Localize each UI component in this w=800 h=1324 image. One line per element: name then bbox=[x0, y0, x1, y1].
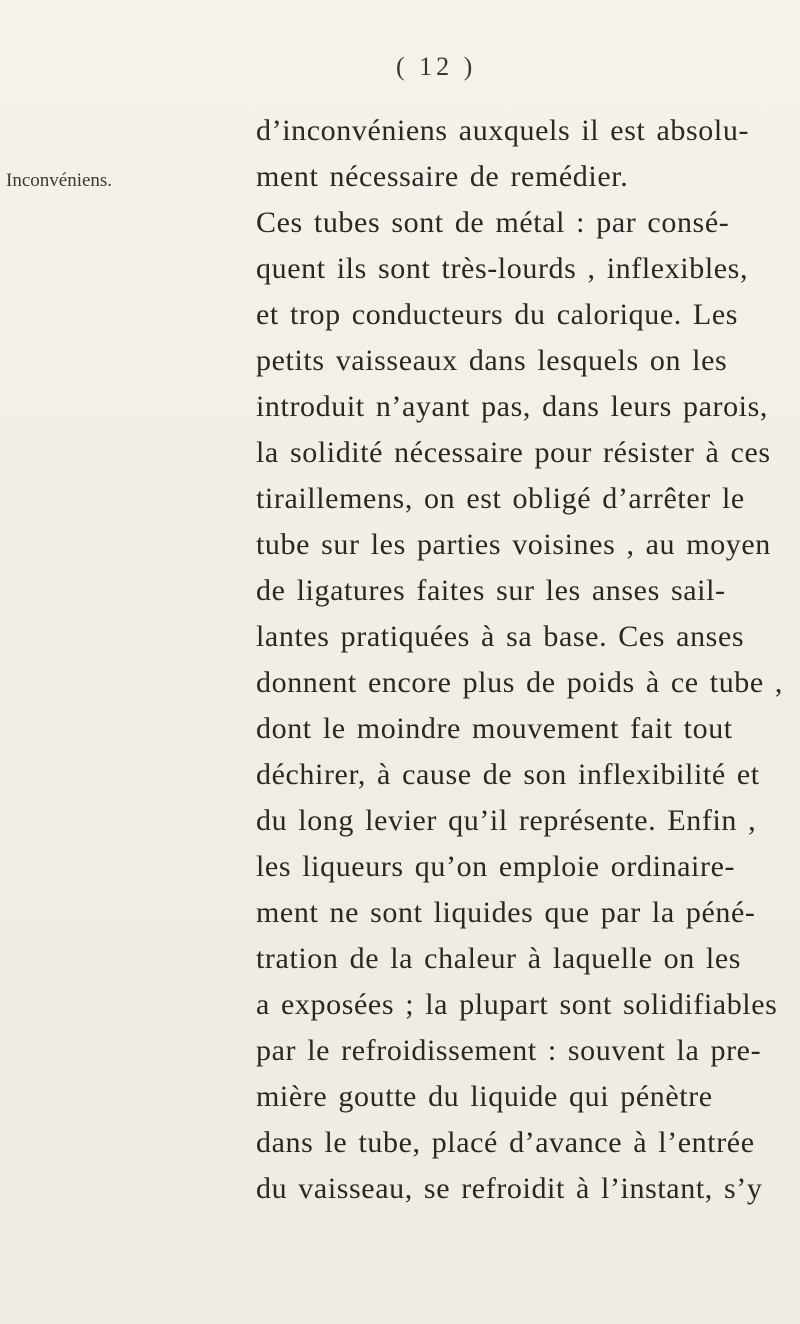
margin-note: Inconvéniens. bbox=[6, 170, 113, 191]
text-line: lantes pratiquées à sa base. Ces anses bbox=[256, 620, 745, 653]
text-line: du long levier qu’il représente. Enfin , bbox=[256, 804, 757, 837]
text-line: d’inconvéniens auxquels il est absolu- bbox=[256, 114, 750, 147]
body-text bbox=[256, 108, 792, 1212]
text-line: de ligatures faites sur les anses sail- bbox=[256, 574, 726, 607]
text-line: par le refroidissement : souvent la pre- bbox=[256, 1034, 762, 1067]
text-line: la solidité nécessaire pour résister à ces bbox=[256, 436, 771, 469]
text-line: a exposées ; la plupart sont solidifiables bbox=[256, 988, 778, 1021]
text-line: introduit n’ayant pas, dans leurs parois, bbox=[256, 390, 768, 423]
text-line: donnent encore plus de poids à ce tube , bbox=[256, 666, 784, 699]
text-line: et trop conducteurs du calorique. Les bbox=[256, 298, 739, 331]
text-line: tube sur les parties voisines , au moyen bbox=[256, 528, 771, 561]
text-line: mière goutte du liquide qui pénètre bbox=[256, 1080, 713, 1113]
text-line: déchirer, à cause de son inflexibilité et bbox=[256, 758, 760, 791]
text-line: petits vaisseaux dans lesquels on les bbox=[256, 344, 728, 377]
text-line: ment nécessaire de remédier. bbox=[256, 160, 629, 193]
text-line: quent ils sont très-lourds , inflexibles, bbox=[256, 252, 749, 285]
text-line: Ces tubes sont de métal : par consé- bbox=[256, 206, 730, 239]
text-line: dans le tube, placé d’avance à l’entrée bbox=[256, 1126, 755, 1159]
text-line: les liqueurs qu’on emploie ordinaire- bbox=[256, 850, 736, 883]
text-line: ment ne sont liquides que par la péné- bbox=[256, 896, 756, 929]
text-line: dont le moindre mouvement fait tout bbox=[256, 712, 733, 745]
text-line: tration de la chaleur à laquelle on les bbox=[256, 942, 742, 975]
text-line: du vaisseau, se refroidit à l’instant, s’y bbox=[256, 1172, 763, 1205]
text-line: tiraillemens, on est obligé d’arrêter le bbox=[256, 482, 745, 515]
page-number: ( 12 ) bbox=[396, 52, 477, 81]
